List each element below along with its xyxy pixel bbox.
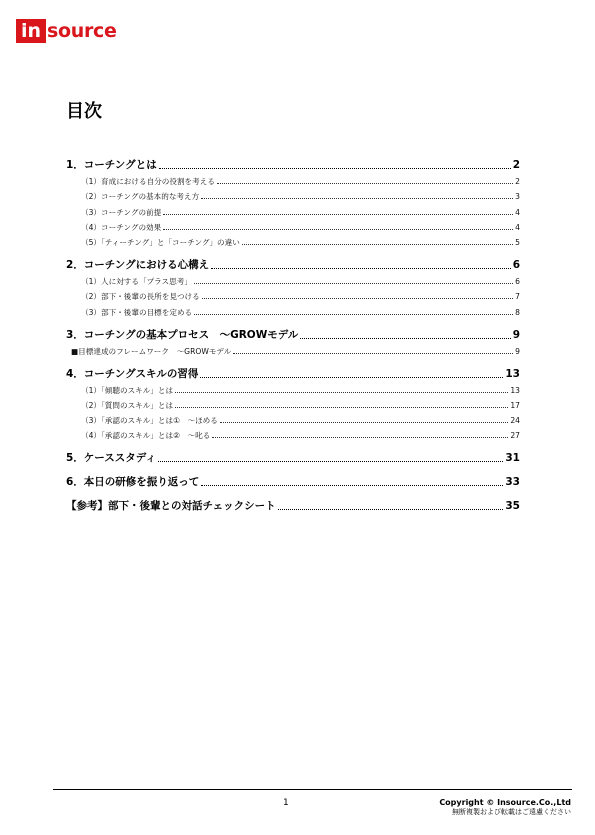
toc-entry-page: 35 (505, 500, 520, 513)
toc-leader-dots (163, 213, 513, 215)
toc-leader-dots (194, 313, 513, 315)
toc-entry-page: 31 (505, 452, 520, 465)
toc-leader-dots (220, 421, 508, 423)
toc-section-entry[interactable] (66, 342, 520, 357)
page-number: 1 (283, 798, 289, 808)
toc-leader-dots (233, 352, 513, 354)
toc-entry-page: 9 (512, 328, 520, 341)
logo-source-text: source (47, 20, 117, 42)
toc-entry-page: 8 (515, 307, 520, 317)
footer-divider (53, 789, 572, 790)
copyright-notice: 無断複製および転載はご遠慮ください (452, 808, 571, 816)
toc-chapter-entry[interactable] (66, 322, 520, 342)
toc-leader-dots (278, 508, 504, 510)
toc-entry-page: 5 (515, 237, 520, 247)
toc-entry-label: （1）育成における自分の役割を考える (81, 177, 215, 187)
toc-section-entry[interactable] (66, 411, 520, 426)
toc-chapter-entry[interactable] (66, 152, 520, 172)
toc-entry-label: 2．コーチングにおける心構え (66, 258, 210, 271)
toc-leader-dots (163, 228, 513, 230)
toc-leader-dots (175, 406, 508, 408)
toc-entry-label: 4．コーチングスキルの習得 (66, 367, 199, 380)
toc-leader-dots (300, 337, 510, 339)
toc-chapter-entry[interactable] (66, 493, 520, 513)
toc-entry-page: 33 (505, 476, 520, 489)
toc-entry-page: 2 (515, 177, 520, 187)
toc-entry-page: 4 (515, 207, 520, 217)
toc-leader-dots (200, 376, 503, 378)
toc-section-entry[interactable] (66, 287, 520, 302)
toc-entry-label: （1）「傾聴のスキル」とは (81, 385, 174, 395)
toc-entry-label: （1）人に対する「プラス思考」 (81, 277, 192, 287)
toc-entry-label: （2）コーチングの基本的な考え方 (81, 192, 200, 202)
toc-entry-label: 5．ケーススタディ (66, 452, 156, 465)
toc-section-entry[interactable] (66, 218, 520, 233)
toc-entry-page: 17 (510, 401, 520, 411)
toc-leader-dots (194, 282, 513, 284)
toc-leader-dots (242, 243, 513, 245)
table-of-contents (66, 152, 520, 513)
toc-entry-page: 3 (515, 192, 520, 202)
toc-entry-page: 7 (515, 292, 520, 302)
toc-section-entry[interactable] (66, 172, 520, 187)
toc-leader-dots (201, 484, 503, 486)
toc-entry-label: （5）「ティーチング」と「コーチング」の違い (81, 237, 240, 247)
toc-section-entry[interactable] (66, 426, 520, 441)
toc-entry-page: 27 (510, 431, 520, 441)
toc-leader-dots (159, 167, 511, 169)
toc-section-entry[interactable] (66, 187, 520, 202)
toc-entry-label: （4）コーチングの効果 (81, 222, 162, 232)
toc-chapter-entry[interactable] (66, 469, 520, 489)
toc-leader-dots (211, 267, 511, 269)
toc-entry-page: 6 (512, 258, 520, 271)
toc-entry-page: 13 (510, 385, 520, 395)
toc-entry-page: 24 (510, 416, 520, 426)
toc-entry-label: ■目標達成のフレームワーク ～GROWモデル (71, 346, 232, 356)
toc-chapter-entry[interactable] (66, 252, 520, 272)
toc-entry-label: 6．本日の研修を振り返って (66, 476, 200, 489)
toc-leader-dots (202, 297, 513, 299)
toc-entry-label: （3）部下・後輩の目標を定める (81, 307, 193, 317)
copyright-text: Copyright © Insource.Co.,Ltd (439, 798, 571, 807)
toc-entry-page: 9 (515, 346, 520, 356)
toc-section-entry[interactable] (66, 381, 520, 396)
insource-logo (16, 19, 117, 43)
toc-entry-label: （2）部下・後輩の長所を見つける (81, 292, 200, 302)
toc-entry-label: 【参考】部下・後輩との対話チェックシート (66, 500, 276, 513)
toc-section-entry[interactable] (66, 233, 520, 248)
toc-entry-page: 13 (505, 367, 520, 380)
toc-leader-dots (158, 460, 503, 462)
toc-entry-label: （3）「承認のスキル」とは① ～ほめる (81, 416, 218, 426)
toc-leader-dots (201, 197, 513, 199)
toc-entry-label: 3．コーチングの基本プロセス ～GROWモデル (66, 328, 299, 341)
toc-leader-dots (175, 391, 508, 393)
toc-entry-label: 1．コーチングとは (66, 159, 157, 171)
toc-chapter-entry[interactable] (66, 361, 520, 381)
toc-section-entry[interactable] (66, 302, 520, 317)
toc-entry-page: 2 (512, 159, 520, 171)
toc-leader-dots (217, 182, 513, 184)
toc-section-entry[interactable] (66, 272, 520, 287)
copyright-block (439, 798, 571, 817)
toc-entry-label: （2）「質問のスキル」とは (81, 401, 174, 411)
logo-in-box: in (16, 19, 46, 43)
page-title: 目次 (66, 101, 102, 122)
toc-leader-dots (212, 436, 508, 438)
toc-chapter-entry[interactable] (66, 445, 520, 465)
toc-section-entry[interactable] (66, 202, 520, 217)
toc-entry-page: 6 (515, 277, 520, 287)
toc-section-entry[interactable] (66, 396, 520, 411)
toc-entry-page: 4 (515, 222, 520, 232)
toc-entry-label: （3）コーチングの前提 (81, 207, 162, 217)
toc-entry-label: （4）「承認のスキル」とは② ～叱る (81, 431, 211, 441)
